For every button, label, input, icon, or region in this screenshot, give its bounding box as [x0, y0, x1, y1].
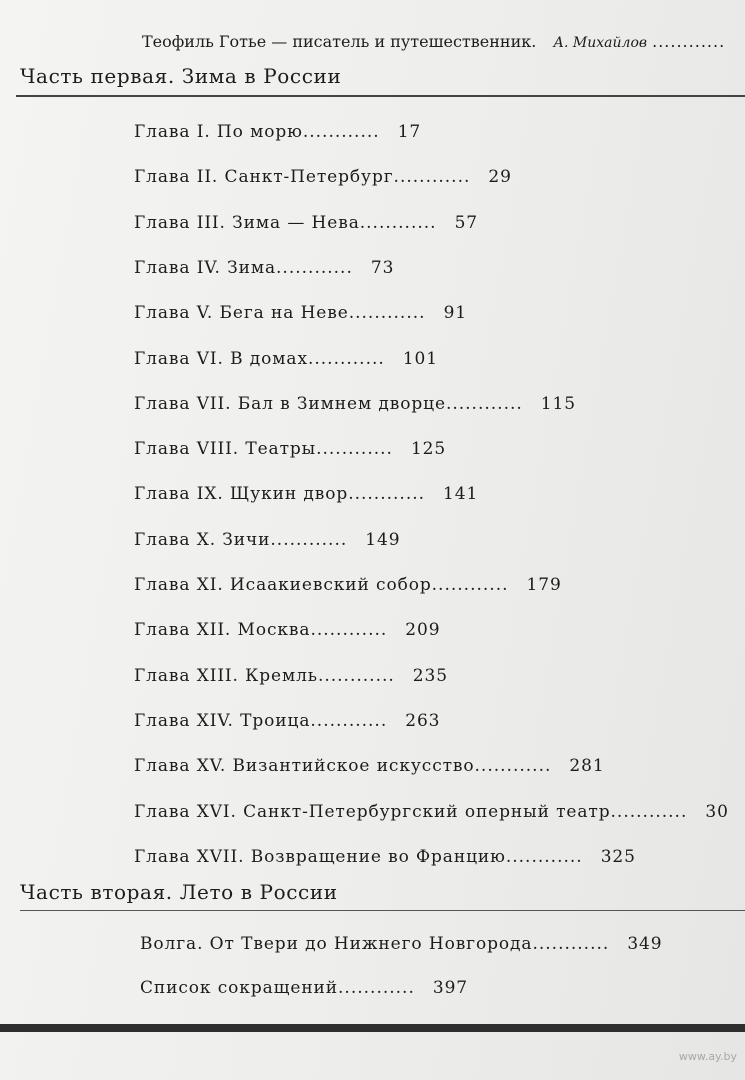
- leader-dots: ............: [310, 710, 388, 731]
- page-number: 349: [627, 934, 663, 954]
- chapter-label: Глава V. Бега на Неве: [134, 303, 349, 324]
- chapter-label: Глава VII. Бал в Зимнем дворце: [134, 393, 446, 414]
- chapter-label: Глава II. Санкт-Петербург: [134, 167, 394, 188]
- leader-dots: ............: [276, 257, 353, 278]
- toc-entry: [140, 978, 468, 998]
- chapter-label: Глава III. Зима — Нева: [134, 212, 360, 233]
- chapter-label: Волга. От Твери до Нижнего Новгорода: [140, 934, 533, 954]
- part1-rule: [16, 95, 745, 97]
- leader-dots: ............: [359, 212, 437, 233]
- page-number: 73: [370, 257, 395, 278]
- page-number: 149: [365, 529, 401, 550]
- leader-dots: ............: [348, 303, 426, 324]
- chapter-label: Глава XII. Москва: [134, 620, 311, 641]
- intro-title: Теофиль Готье — писатель и путешественник.: [142, 32, 537, 51]
- chapter-label: Список сокращений: [140, 978, 339, 998]
- page-number: 125: [410, 439, 447, 460]
- toc-entry: [134, 484, 478, 504]
- page-number: 325: [600, 846, 636, 867]
- intro-dots: ............: [652, 32, 726, 51]
- toc-entry: [134, 167, 512, 187]
- chapter-label: Глава IV. Зима: [134, 257, 277, 278]
- leader-dots: ............: [431, 575, 509, 595]
- page-number: 115: [540, 393, 576, 414]
- leader-dots: ............: [532, 934, 610, 954]
- leader-dots: ............: [505, 846, 583, 867]
- leader-dots: ............: [338, 978, 415, 998]
- chapter-label: Глава XI. Исаакиевский собор: [134, 575, 432, 595]
- chapter-label: Глава VIII. Театры: [134, 439, 317, 460]
- watermark: www.ay.by: [678, 1050, 737, 1063]
- chapter-label: Глава VI. В домах: [134, 348, 308, 369]
- toc-entry: [134, 213, 478, 233]
- page-number: 179: [526, 575, 562, 595]
- leader-dots: ............: [302, 122, 380, 142]
- page-number: 235: [412, 665, 448, 686]
- leader-dots: ............: [393, 167, 471, 188]
- part1-title: Часть первая. Зима в России: [20, 64, 342, 88]
- leader-dots: ............: [307, 348, 385, 369]
- leader-dots: ............: [610, 801, 688, 822]
- page-number: 263: [405, 710, 441, 731]
- part2-rule: [20, 910, 745, 911]
- intro-author: А. Михайлов: [553, 35, 648, 51]
- leader-dots: ............: [445, 393, 523, 414]
- leader-dots: ............: [316, 439, 393, 460]
- page-number: 281: [569, 756, 605, 777]
- toc-entry: [134, 439, 446, 459]
- chapter-label: Глава X. Зичи: [134, 529, 271, 550]
- toc-entry: [134, 802, 729, 822]
- page-number: 141: [443, 484, 479, 505]
- leader-dots: ............: [474, 756, 552, 777]
- chapter-label: Глава XV. Византийское искусство: [134, 756, 475, 777]
- toc-entry: [140, 934, 662, 954]
- toc-entry: [134, 349, 438, 369]
- toc-entry: [134, 756, 605, 776]
- toc-entry: [134, 620, 440, 640]
- page-number: 30: [705, 801, 729, 822]
- toc-entry: [134, 530, 400, 550]
- chapter-label: Глава XVII. Возвращение во Францию: [134, 846, 506, 867]
- leader-dots: ............: [270, 529, 348, 550]
- chapter-label: Глава IX. Щукин двор: [134, 484, 349, 505]
- toc-entry: [134, 122, 421, 142]
- leader-dots: ............: [317, 665, 395, 686]
- toc-entry: [134, 575, 562, 595]
- toc-entry: [134, 847, 636, 867]
- page-number: 57: [454, 212, 479, 233]
- leader-dots: ............: [348, 484, 426, 505]
- part2-title: Часть вторая. Лето в России: [20, 880, 338, 904]
- page-number: 29: [488, 167, 512, 188]
- toc-entry: [134, 303, 467, 323]
- page-number: 101: [402, 348, 438, 369]
- chapter-label: Глава XVI. Санкт-Петербургский оперный театр: [134, 801, 611, 822]
- chapter-label: Глава XIII. Кремль: [134, 665, 318, 686]
- bottom-bar: [0, 1024, 745, 1032]
- page-number: 209: [405, 620, 441, 641]
- toc-entry: [134, 394, 576, 414]
- page-number: 91: [443, 303, 467, 324]
- toc-entry: [134, 258, 394, 278]
- toc-entry: [134, 711, 440, 731]
- chapter-label: Глава XIV. Троица: [134, 710, 311, 731]
- chapter-label: Глава I. По морю: [134, 122, 303, 142]
- intro-entry: [142, 32, 725, 51]
- page-number: 397: [432, 978, 469, 998]
- toc-entry: [134, 666, 448, 686]
- page-number: 17: [397, 122, 422, 142]
- leader-dots: ............: [310, 620, 388, 641]
